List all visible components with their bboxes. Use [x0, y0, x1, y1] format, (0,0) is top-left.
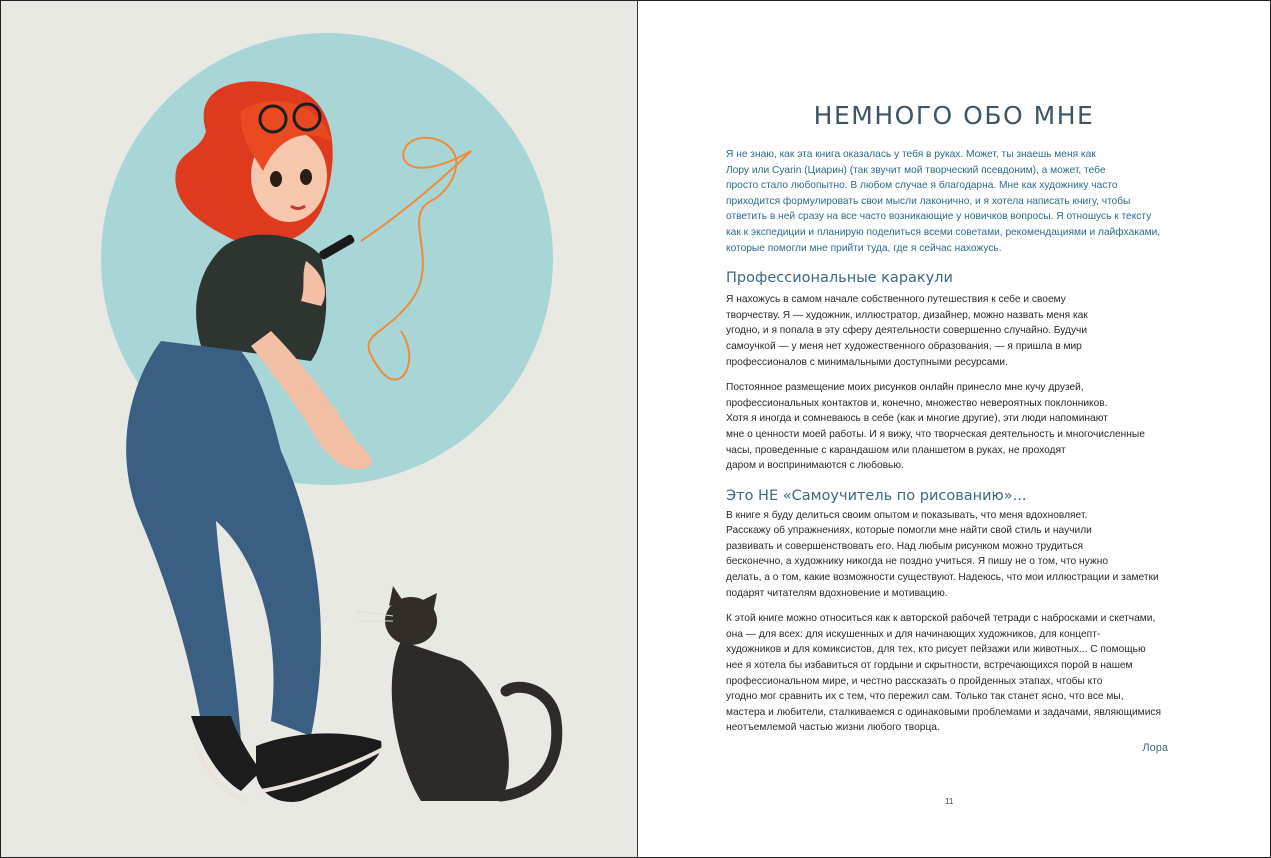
text-column	[726, 147, 1176, 736]
cat-tail	[501, 687, 557, 796]
left-page-illustration	[1, 1, 638, 857]
page-number: 11	[945, 797, 954, 806]
section1-paragraph-1: Я нахожусь в самом начале собственного путешествия к себе и своему творчеству. Я — художник, иллюстратор, дизайнер, можно назвать меня как угодно, и я попала в эту сферу деятельности совершенно случайно. Будучи самоучкой — у меня нет художественного образования, — я пришла в мир профессионалов с минимальными доступными ресурсами.	[726, 294, 1088, 368]
intro-paragraph: Я не знаю, как эта книга оказалась у тебя в руках. Может, ты знаешь меня как Лору или Cyarin (Циарин) (так звучит мой творческий псевдоним), а может, тебе просто стало любопытно. В любом случае я благодарна. Мне как художнику часто приходится формулировать свои мысли лаконично, и я хотела написать книгу, чтобы ответить в ней сразу на все часто возникающие у новичков вопросы. Я отношусь к тексту как к экспедиции и планирую поделиться всеми советами, рекомендациями и лайфхаками, которые помогли мне прийти туда, где я сейчас нахожусь.	[726, 149, 1161, 254]
section2-paragraph-1: В книге я буду делиться своим опытом и показывать, что меня вдохновляет. Расскажу об упражнениях, которые помогли мне найти свой стиль и научили развивать и совершенствовать его. Над любым рисунком можно трудиться бесконечно, а художнику никогда не поздно учиться. Я пишу не о том, что нужно делать, а о том, какие возможности существуют. Надеюсь, что мои иллюстрации и заметки подарят читателям вдохновение и мотивацию.	[726, 509, 1159, 599]
section2-paragraph-2: К этой книге можно относиться как к авторской рабочей тетради с набросками и скетчами, она — для всех: для искушенных и для начинающих художников, для концепт- художников и для комиксистов, для тех, кто рисует пейзажи или животных... С помощью нее я хотела бы избавиться от гордыни и скрытности, встречающихся порой в нашем профессиональном мире, и честно рассказать о пройденных этапах, чтобы кто угодно мог сравнить их с тем, что пережил сам. Только так станет ясно, что все мы, мастера и любители, сталкиваемся с одинаковыми проблемами и задачами, являющимися неотъемлемой частью жизни любого творца.	[726, 613, 1161, 734]
author-signature: Лора	[1142, 742, 1168, 754]
section-heading-not-a-tutorial: Это НЕ «Самоучитель по рисованию»...	[726, 487, 1027, 504]
right-page-text	[638, 1, 1270, 857]
section1-paragraph-2: Постоянное размещение моих рисунков онлайн принесло мне кучу друзей, профессиональных контактов и, конечно, множество невероятных поклонников. Хотя я иногда и сомневаюсь в себе (как и многие другие), эти люди напоминают мне о ценности моей работы. И я вижу, что творческая деятельность и многочисленные часы, проведенные с карандашом или планшетом в руках, не проходят даром и воспринимаются с любовью.	[726, 382, 1145, 472]
shoe-right	[256, 733, 381, 802]
section-heading-professional-doodles: Профессиональные каракули	[726, 270, 953, 287]
shoe-left	[191, 716, 261, 791]
page-title: НЕМНОГО ОБО МНЕ	[813, 101, 1095, 130]
illustration-girl-and-cat	[1, 1, 637, 857]
cat-body	[392, 641, 509, 801]
